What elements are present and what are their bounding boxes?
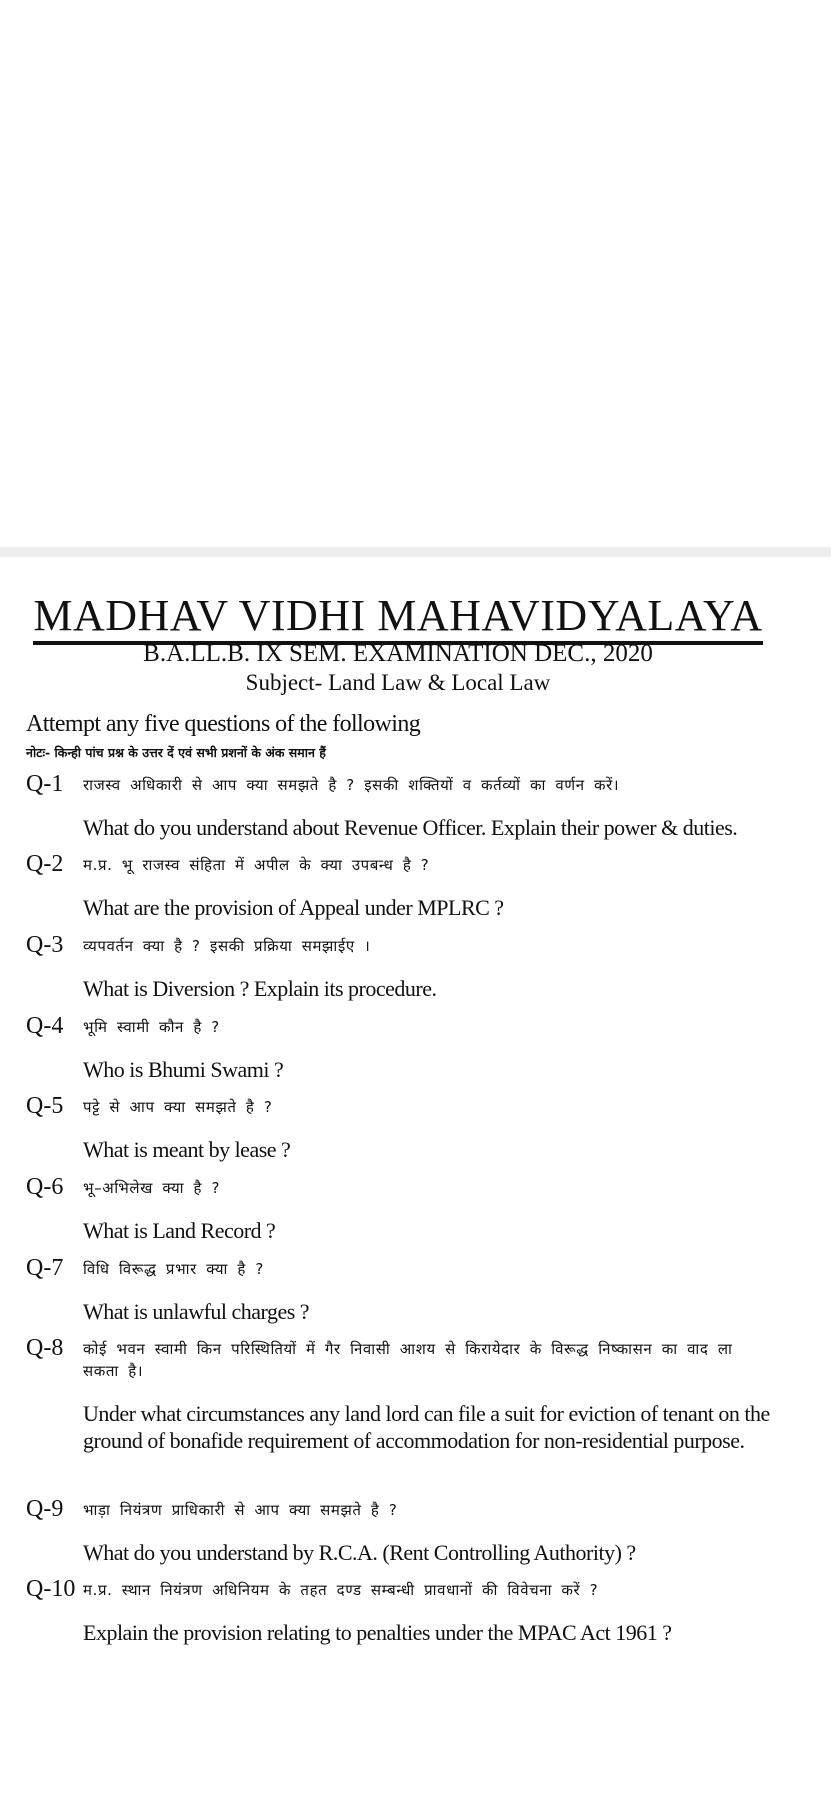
college-name: MADHAV VIDHI MAHAVIDYALAYA	[33, 591, 762, 645]
question-number: Q-6	[26, 1174, 64, 1200]
question-hindi: भाड़ा नियंत्रण प्राधिकारी से आप क्या समझते है ?	[83, 1501, 398, 1519]
question-english: What is Diversion ? Explain its procedure.	[83, 976, 437, 1001]
question-english: Under what circumstances any land lord can file a suit for eviction of tenant on the ground of bonafide requirement of accommodation for non-residential purpose.	[83, 1401, 770, 1453]
question-hindi: विधि विरूद्ध प्रभार क्या है ?	[83, 1260, 264, 1278]
question-number: Q-5	[26, 1093, 64, 1119]
question-number: Q-8	[26, 1335, 64, 1361]
question-number: Q-10	[26, 1576, 76, 1602]
question-hindi: कोई भवन स्वामी किन परिस्थितियों में गैर निवासी आशय से किरायेदार के विरूद्ध निष्कासन का वाद ला सकता है।	[83, 1340, 733, 1380]
blank-area	[0, 0, 831, 547]
question-english: What is Land Record ?	[83, 1218, 276, 1243]
instruction-text: Attempt any five questions of the following	[26, 711, 421, 737]
question-english: What is meant by lease ?	[83, 1137, 291, 1162]
question-hindi: व्यपवर्तन क्या है ? इसकी प्रक्रिया समझाईए ।	[83, 937, 371, 955]
question-number: Q-3	[26, 932, 64, 958]
hindi-note: नोटः- किन्ही पांच प्रश्न के उत्तर दें एवं सभी प्रशनों के अंक समान हैं	[26, 745, 326, 760]
question-english: What do you understand about Revenue Officer. Explain their power & duties.	[83, 815, 738, 840]
college-title	[0, 591, 796, 641]
question-hindi: राजस्व अधिकारी से आप क्या समझते है ? इसकी शक्तियों व कर्तव्यों का वर्णन करें।	[83, 776, 620, 794]
question-number: Q-2	[26, 851, 64, 877]
question-english: Explain the provision relating to penalties under the MPAC Act 1961 ?	[83, 1620, 672, 1645]
subject-title: Subject- Land Law & Local Law	[245, 670, 551, 695]
page-divider	[0, 547, 831, 557]
question-english: What is unlawful charges ?	[83, 1299, 310, 1324]
question-english: Who is Bhumi Swami ?	[83, 1057, 284, 1082]
question-english: What do you understand by R.C.A. (Rent Controlling Authority) ?	[83, 1540, 636, 1565]
question-hindi: म.प्र. स्थान नियंत्रण अधिनियम के तहत दण्ड सम्बन्धी प्रावधानों की विवेचना करें ?	[83, 1581, 599, 1599]
question-hindi: भूमि स्वामी कौन है ?	[83, 1018, 220, 1036]
question-number: Q-7	[26, 1255, 64, 1281]
question-number: Q-4	[26, 1013, 64, 1039]
question-number: Q-9	[26, 1496, 64, 1522]
question-hindi: म.प्र. भू राजस्व संहिता में अपील के क्या उपबन्ध है ?	[83, 856, 430, 874]
question-hindi: पट्टे से आप क्या समझते है ?	[83, 1098, 273, 1116]
question-number: Q-1	[26, 771, 64, 797]
exam-title: B.A.LL.B. IX SEM. EXAMINATION DEC., 2020	[143, 640, 653, 667]
question-hindi: भू–अभिलेख क्या है ?	[83, 1179, 221, 1197]
question-english: What are the provision of Appeal under MPLRC ?	[83, 895, 504, 920]
